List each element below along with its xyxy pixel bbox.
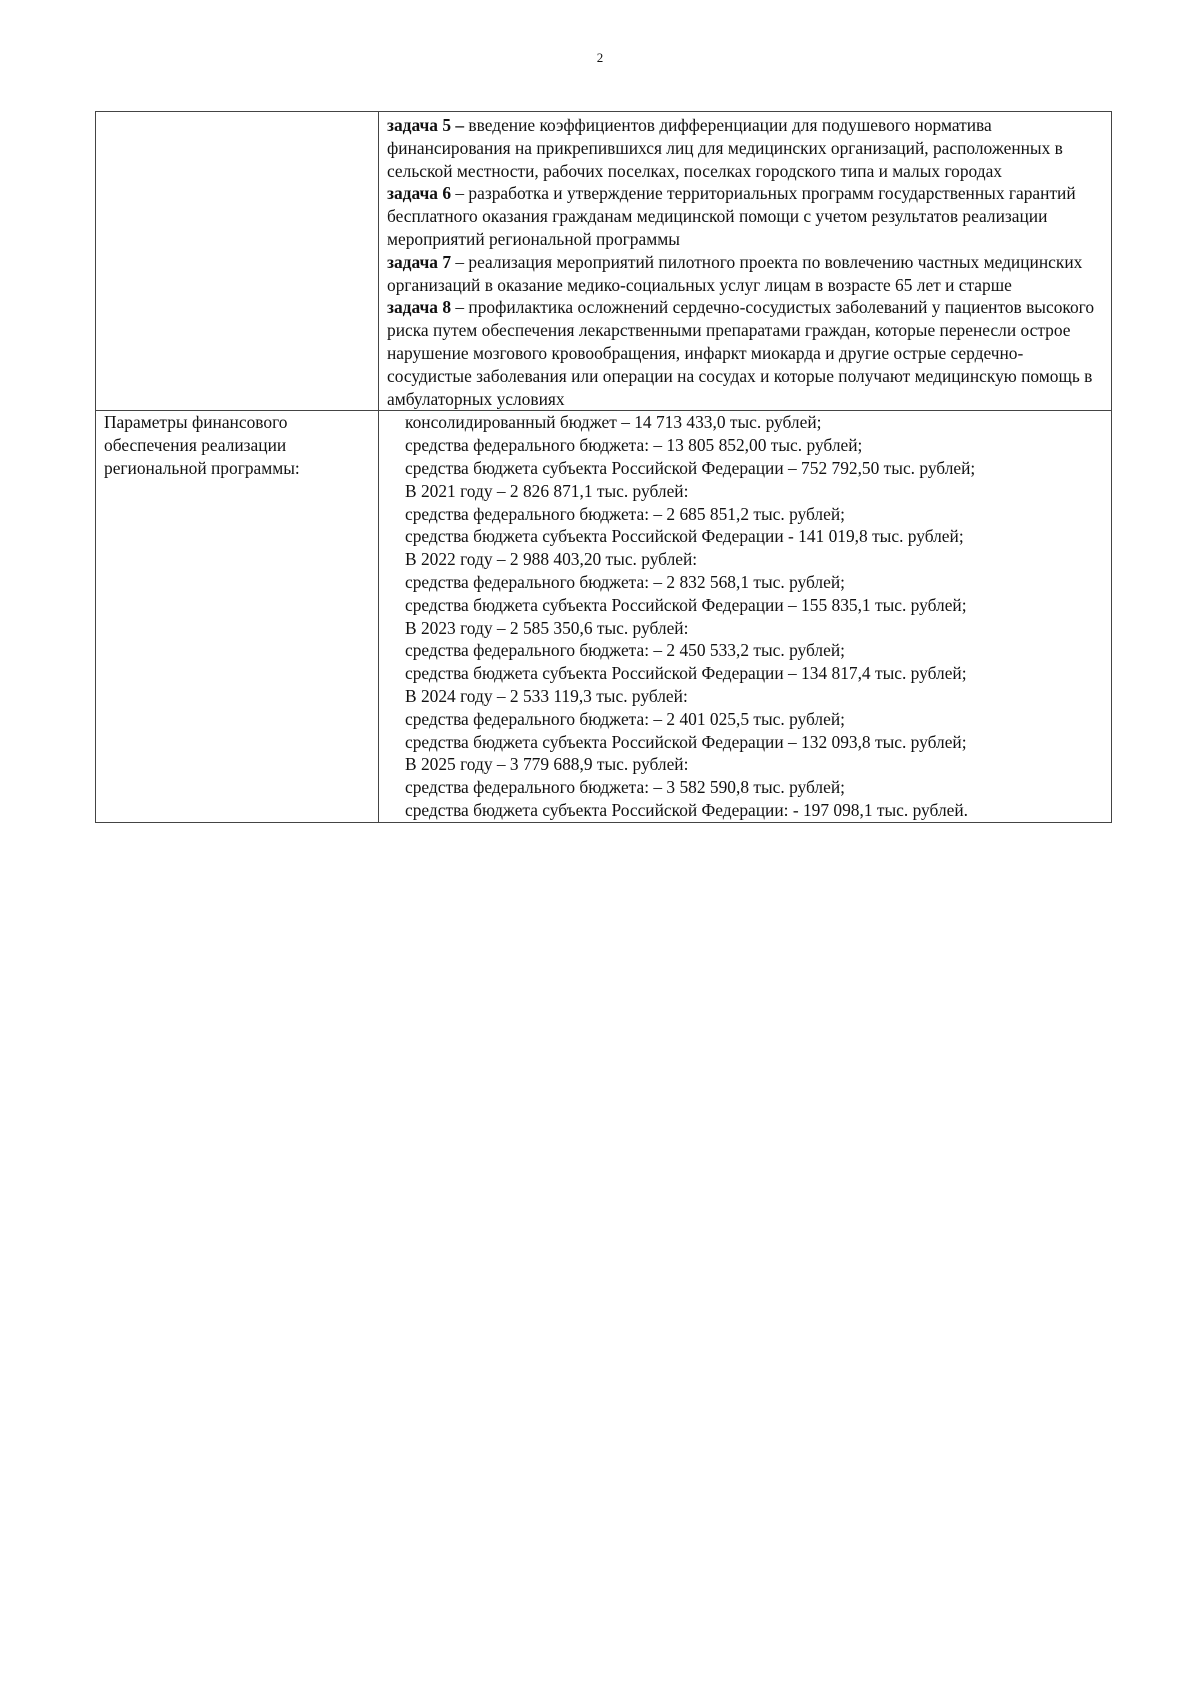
page-number: 2	[596, 50, 604, 65]
tasks-cell	[379, 112, 1112, 411]
finance-line: средства федерального бюджета: – 2 832 568,1 тыс. рублей;	[405, 571, 845, 592]
finance-line: В 2024 году – 2 533 119,3 тыс. рублей:	[405, 685, 688, 706]
finance-line: средства бюджета субъекта Российской Федерации – 752 792,50 тыс. рублей;	[405, 457, 976, 478]
task-8	[387, 296, 1103, 410]
task-text: – реализация мероприятий пилотного проекта по вовлечению частных медицинских организаций в оказание медико-социальных услуг лицам в возрасте 65 лет и старше	[387, 251, 1083, 295]
task-text: введение коэффициентов дифференциации для подушевого норматива финансирования на прикрепившихся лиц для медицинских организаций, расположенных в сельской местности, рабочих поселках, поселках городского типа и малых городах	[387, 115, 1063, 181]
task-label: задача 5 –	[387, 115, 465, 135]
finance-line: средства федерального бюджета: – 13 805 852,00 тыс. рублей;	[405, 435, 863, 456]
task-text: – разработка и утверждение территориальных программ государственных гарантий бесплатного оказания гражданам медицинской помощи с учетом результатов реализации мероприятий региональной программы	[387, 183, 1076, 249]
finance-line: В 2021 году – 2 826 871,1 тыс. рублей:	[405, 480, 689, 501]
finance-cell	[379, 411, 1112, 822]
finance-line: В 2025 году – 3 779 688,9 тыс. рублей:	[405, 754, 689, 775]
task-5	[387, 114, 1103, 182]
task-7	[387, 251, 1103, 297]
finance-line: средства бюджета субъекта Российской Федерации – 155 835,1 тыс. рублей;	[405, 594, 967, 615]
task-label: задача 7	[387, 251, 452, 272]
finance-line: средства федерального бюджета: – 3 582 590,8 тыс. рублей;	[405, 777, 845, 798]
finance-line: средства бюджета субъекта Российской Федерации – 132 093,8 тыс. рублей;	[405, 731, 967, 752]
task-text: – профилактика осложнений сердечно-сосудистых заболеваний у пациентов высокого риска путем обеспечения лекарственными препаратами граждан, которые перенесли острое нарушение мозгового кровообращения, инфаркт миокарда и другие острые сердечно-сосудистые заболевания или операции на сосудах и которые получают медицинскую помощь в амбулаторных условиях	[387, 297, 1095, 409]
finance-line: средства федерального бюджета: – 2 685 851,2 тыс. рублей;	[405, 503, 845, 524]
tasks-label-cell	[96, 112, 379, 411]
table-row-finance	[96, 411, 1112, 822]
task-label: задача 8	[387, 297, 452, 318]
finance-line: средства бюджета субъекта Российской Федерации - 141 019,8 тыс. рублей;	[405, 526, 964, 547]
task-label: задача 6	[387, 183, 452, 204]
finance-line: консолидированный бюджет – 14 713 433,0 тыс. рублей;	[405, 412, 822, 433]
program-passport-table	[95, 111, 1112, 823]
finance-label-cell	[96, 411, 379, 822]
finance-line: средства федерального бюджета: – 2 401 025,5 тыс. рублей;	[405, 708, 845, 729]
table-row-tasks	[96, 112, 1112, 411]
finance-line: средства бюджета субъекта Российской Федерации: - 197 098,1 тыс. рублей.	[405, 799, 968, 820]
finance-line: средства федерального бюджета: – 2 450 533,2 тыс. рублей;	[405, 640, 845, 661]
finance-line: В 2023 году – 2 585 350,6 тыс. рублей:	[405, 617, 689, 638]
task-6	[387, 182, 1103, 250]
finance-label: Параметры финансового обеспечения реализации региональной программы:	[104, 412, 300, 478]
finance-line: средства бюджета субъекта Российской Федерации – 134 817,4 тыс. рублей;	[405, 663, 967, 684]
finance-line: В 2022 году – 2 988 403,20 тыс. рублей:	[405, 549, 698, 570]
